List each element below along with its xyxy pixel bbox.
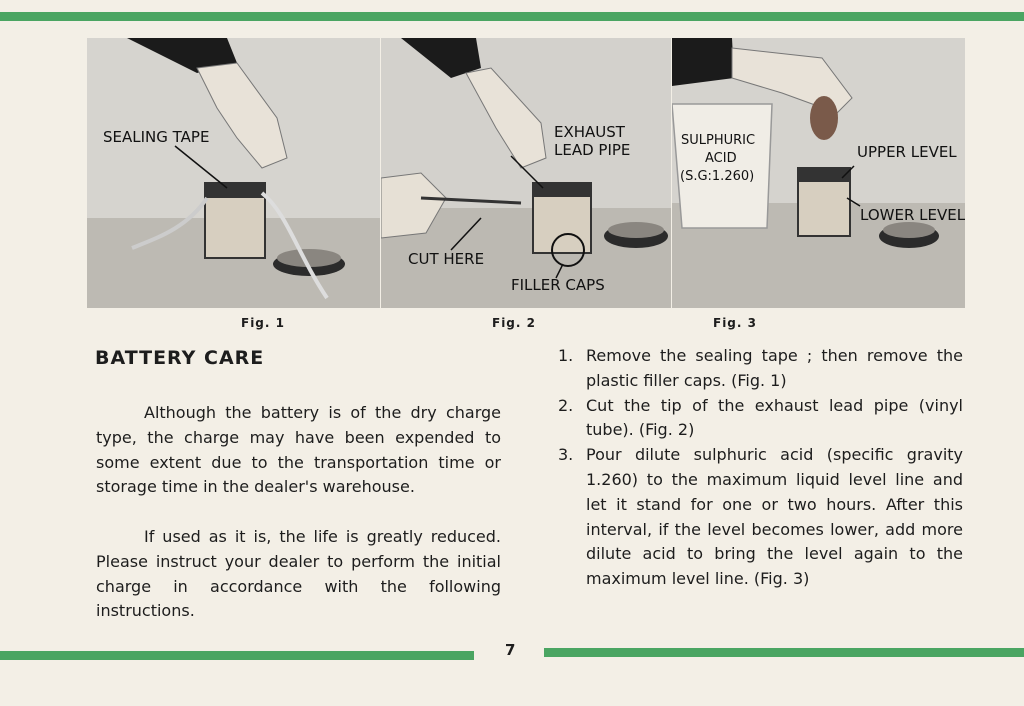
label-filler-caps: FILLER CAPS: [511, 276, 605, 294]
bottom-right-green-rule: [544, 648, 1024, 657]
label-cut-here: CUT HERE: [408, 250, 485, 268]
list-item: [558, 394, 963, 444]
warning-paragraph: [96, 525, 501, 624]
label-sulphuric: SULPHURIC: [681, 133, 756, 148]
list-item: [558, 443, 963, 592]
step-number: 2.: [558, 395, 574, 415]
step-text: Remove the sealing tape ; then remove the plastic filler caps. (Fig. 1): [586, 346, 963, 390]
label-upper-level: UPPER LEVEL: [857, 143, 957, 161]
figure-3-photo: [672, 38, 965, 308]
label-lead-pipe: LEAD PIPE: [554, 141, 631, 159]
intro-paragraph-text: Although the battery is of the dry charge type, the charge may have been expended to some extent due to the transportation time or storage time in the dealer's warehouse.: [96, 403, 501, 497]
step-number: 3.: [558, 445, 574, 465]
label-acid: ACID: [705, 151, 737, 166]
list-item: [558, 344, 963, 394]
step-text: Pour dilute sulphuric acid (specific gravity 1.260) to the maximum liquid level line and let it stand for one or two hours. After this interval, if the level becomes lower, add more dilute acid to bring the level again to the maximum level line. (Fig. 3): [586, 445, 963, 589]
page-number: 7: [505, 641, 516, 659]
figure-3-caption: Fig. 3: [713, 316, 757, 330]
figure-2-photo: [381, 38, 671, 308]
warning-paragraph-text: If used as it is, the life is greatly reduced. Please instruct your dealer to perform the initial charge in accordance with the following instructions.: [96, 527, 501, 621]
figure-1-photo: [87, 38, 380, 308]
section-heading: BATTERY CARE: [95, 347, 265, 369]
figure-2-caption: Fig. 2: [492, 316, 536, 330]
bottom-left-green-rule: [0, 651, 474, 660]
top-green-rule: [0, 12, 1024, 21]
step-number: 1.: [558, 346, 574, 365]
intro-paragraph: [96, 401, 501, 500]
step-text: Cut the tip of the exhaust lead pipe (vinyl tube). (Fig. 2): [586, 395, 963, 440]
figure-1-caption: Fig. 1: [241, 316, 285, 330]
label-lower-level: LOWER LEVEL: [860, 206, 965, 224]
label-exhaust: EXHAUST: [554, 123, 625, 141]
label-specific-gravity: (S.G:1.260): [680, 169, 755, 184]
label-sealing-tape: SEALING TAPE: [103, 128, 210, 146]
instruction-list: [558, 344, 963, 592]
